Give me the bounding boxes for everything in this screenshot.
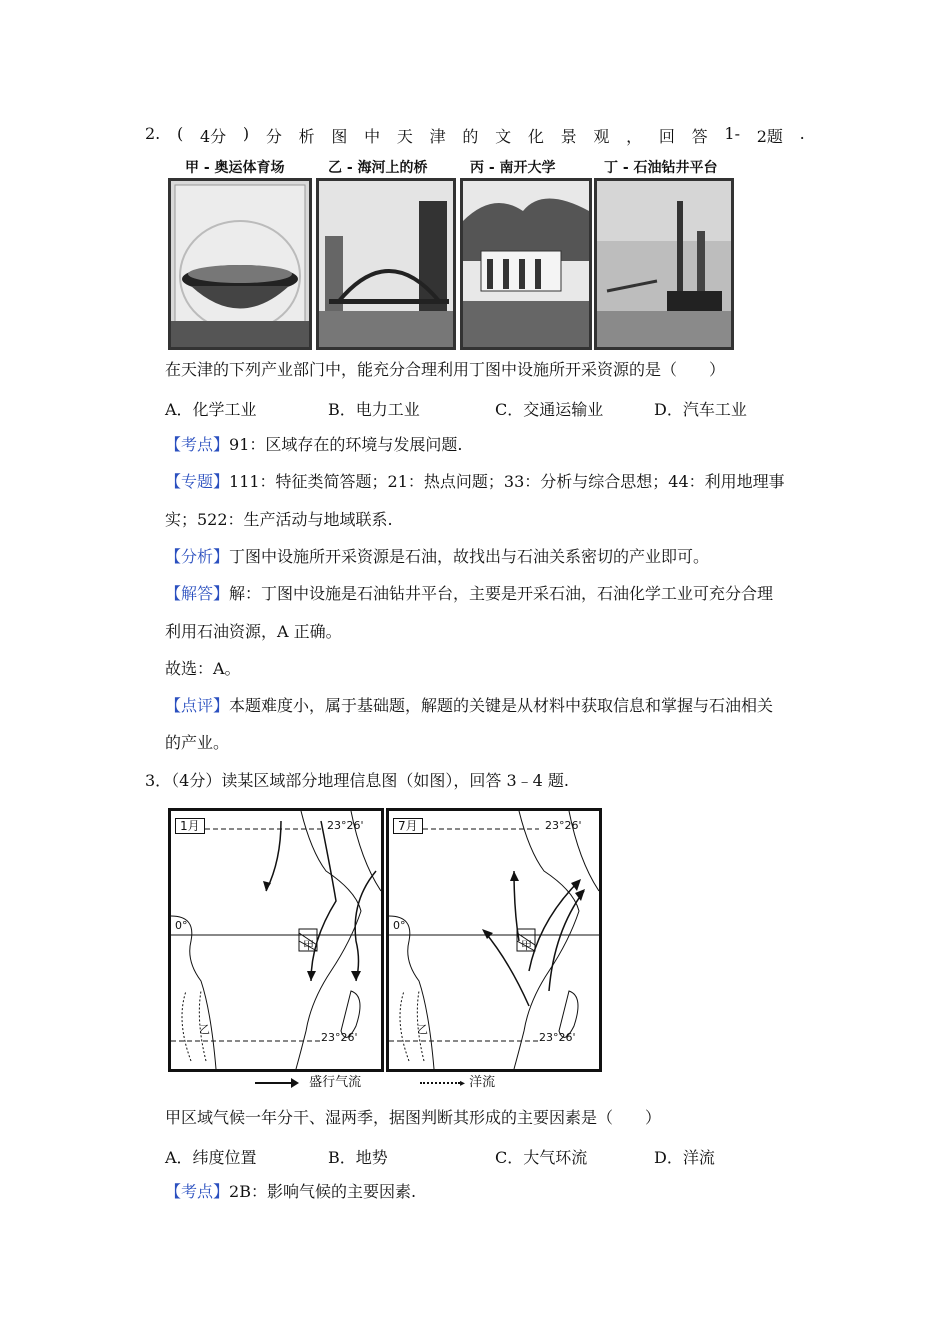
solid-arrow-icon <box>255 1082 295 1084</box>
legend-wind-label: 盛行气流 <box>309 1075 362 1090</box>
q3-kaodian-text: 2B：影响气候的主要因素. <box>229 1182 417 1201</box>
kaodian-tag: 【考点】 <box>165 435 230 454</box>
q3-option-a: A．纬度位置 <box>165 1148 257 1167</box>
map-january <box>168 808 384 1072</box>
oil-platform-illustration <box>597 181 731 347</box>
option-b: B．电力工业 <box>328 400 420 419</box>
q3-option-d: D．洋流 <box>654 1148 715 1167</box>
map-july <box>386 808 602 1072</box>
q3-kaodian-tag: 【考点】 <box>165 1182 230 1201</box>
fenxi-tag: 【分析】 <box>165 547 230 566</box>
jieda-line <box>165 584 773 604</box>
answer-line: 故选：A。 <box>165 659 241 678</box>
dianping-tag: 【点评】 <box>165 696 230 715</box>
dianping-line <box>165 696 773 716</box>
photo-haihe-bridge <box>316 178 456 350</box>
fenxi-line <box>165 547 709 567</box>
map-jan-lat-top: 23°26' <box>327 819 364 832</box>
map-jul-label-yi: 乙 <box>417 1023 428 1036</box>
zhuanti-text-1: 111：特征类简答题；21：热点问题；33：分析与综合思想；44：利用地理事 <box>229 472 785 491</box>
zhuanti-text-2: 实；522：生产活动与地域联系. <box>165 510 393 529</box>
dianping-text-1: 本题难度小，属于基础题，解题的关键是从材料中获取信息和掌握与石油相关 <box>229 696 774 715</box>
jieda-tag: 【解答】 <box>165 584 230 603</box>
map-jan-label-yi: 乙 <box>199 1023 210 1036</box>
photo-label-yi: 乙 - 海河上的桥 <box>328 160 428 176</box>
photo-label-ding: 丁 - 石油钻井平台 <box>604 160 718 176</box>
legend-current-label: 洋流 <box>469 1075 496 1090</box>
map-jan-lat-bottom: 23°26' <box>321 1031 358 1044</box>
q3-option-b: B．地势 <box>328 1148 388 1167</box>
map-jul-equator-label: 0° <box>393 919 406 932</box>
question-3-stem: 3．（4分）读某区域部分地理信息图（如图），回答 3﹣4 题. <box>145 771 569 790</box>
dotted-arrow-icon <box>420 1082 460 1084</box>
map-jul-lat-bottom: 23°26' <box>539 1031 576 1044</box>
legend-wind <box>255 1071 361 1090</box>
kaodian-line <box>165 435 462 455</box>
map-jan-month-label: 1月 <box>175 815 205 834</box>
photo-olympic-stadium <box>168 178 312 350</box>
q3-kaodian-line <box>165 1182 416 1202</box>
zhuanti-tag: 【专题】 <box>165 472 230 491</box>
q3-option-c: C．大气环流 <box>495 1148 588 1167</box>
question-2-prompt: 在天津的下列产业部门中，能充分合理利用丁图中设施所开采资源的是（ ） <box>165 360 726 379</box>
option-a: A．化学工业 <box>165 400 257 419</box>
university-illustration <box>463 181 589 347</box>
fenxi-text: 丁图中设施所开采资源是石油，故找出与石油关系密切的产业即可。 <box>229 547 710 566</box>
map-jan-label-jia: 甲 <box>303 939 314 952</box>
question-3-prompt: 甲区域气候一年分干、湿两季，据图判断其形成的主要因素是（ ） <box>165 1108 662 1127</box>
map-jul-lat-top: 23°26' <box>545 819 582 832</box>
map-jan-equator-label: 0° <box>175 919 188 932</box>
option-c: C．交通运输业 <box>495 400 604 419</box>
question-number: 2. <box>145 124 161 143</box>
kaodian-text: 91：区域存在的环境与发展问题. <box>229 435 463 454</box>
photo-nankai-university <box>460 178 592 350</box>
jieda-text-2: 利用石油资源，A 正确。 <box>165 622 342 641</box>
photo-oil-platform <box>594 178 734 350</box>
map-jul-month-label: 7月 <box>393 815 423 834</box>
stadium-illustration <box>171 181 309 347</box>
option-d: D．汽车工业 <box>654 400 747 419</box>
bridge-illustration <box>319 181 453 347</box>
photo-label-jia: 甲 - 奥运体育场 <box>185 160 285 176</box>
map-jul-label-jia: 甲 <box>521 939 532 952</box>
jieda-text-1: 解：丁图中设施是石油钻井平台，主要是开采石油，石油化学工业可充分合理 <box>229 584 774 603</box>
zhuanti-line <box>165 472 785 492</box>
question-2-stem: 2. ( 4分 ) 分 析 图 中 天 津 的 文 化 景 观 ， 回 答 1- 2题 . <box>145 124 805 146</box>
photo-label-bing: 丙 - 南开大学 <box>470 160 556 176</box>
dianping-text-2: 的产业。 <box>165 733 230 752</box>
legend-current: ▸ 洋流 <box>420 1071 495 1090</box>
